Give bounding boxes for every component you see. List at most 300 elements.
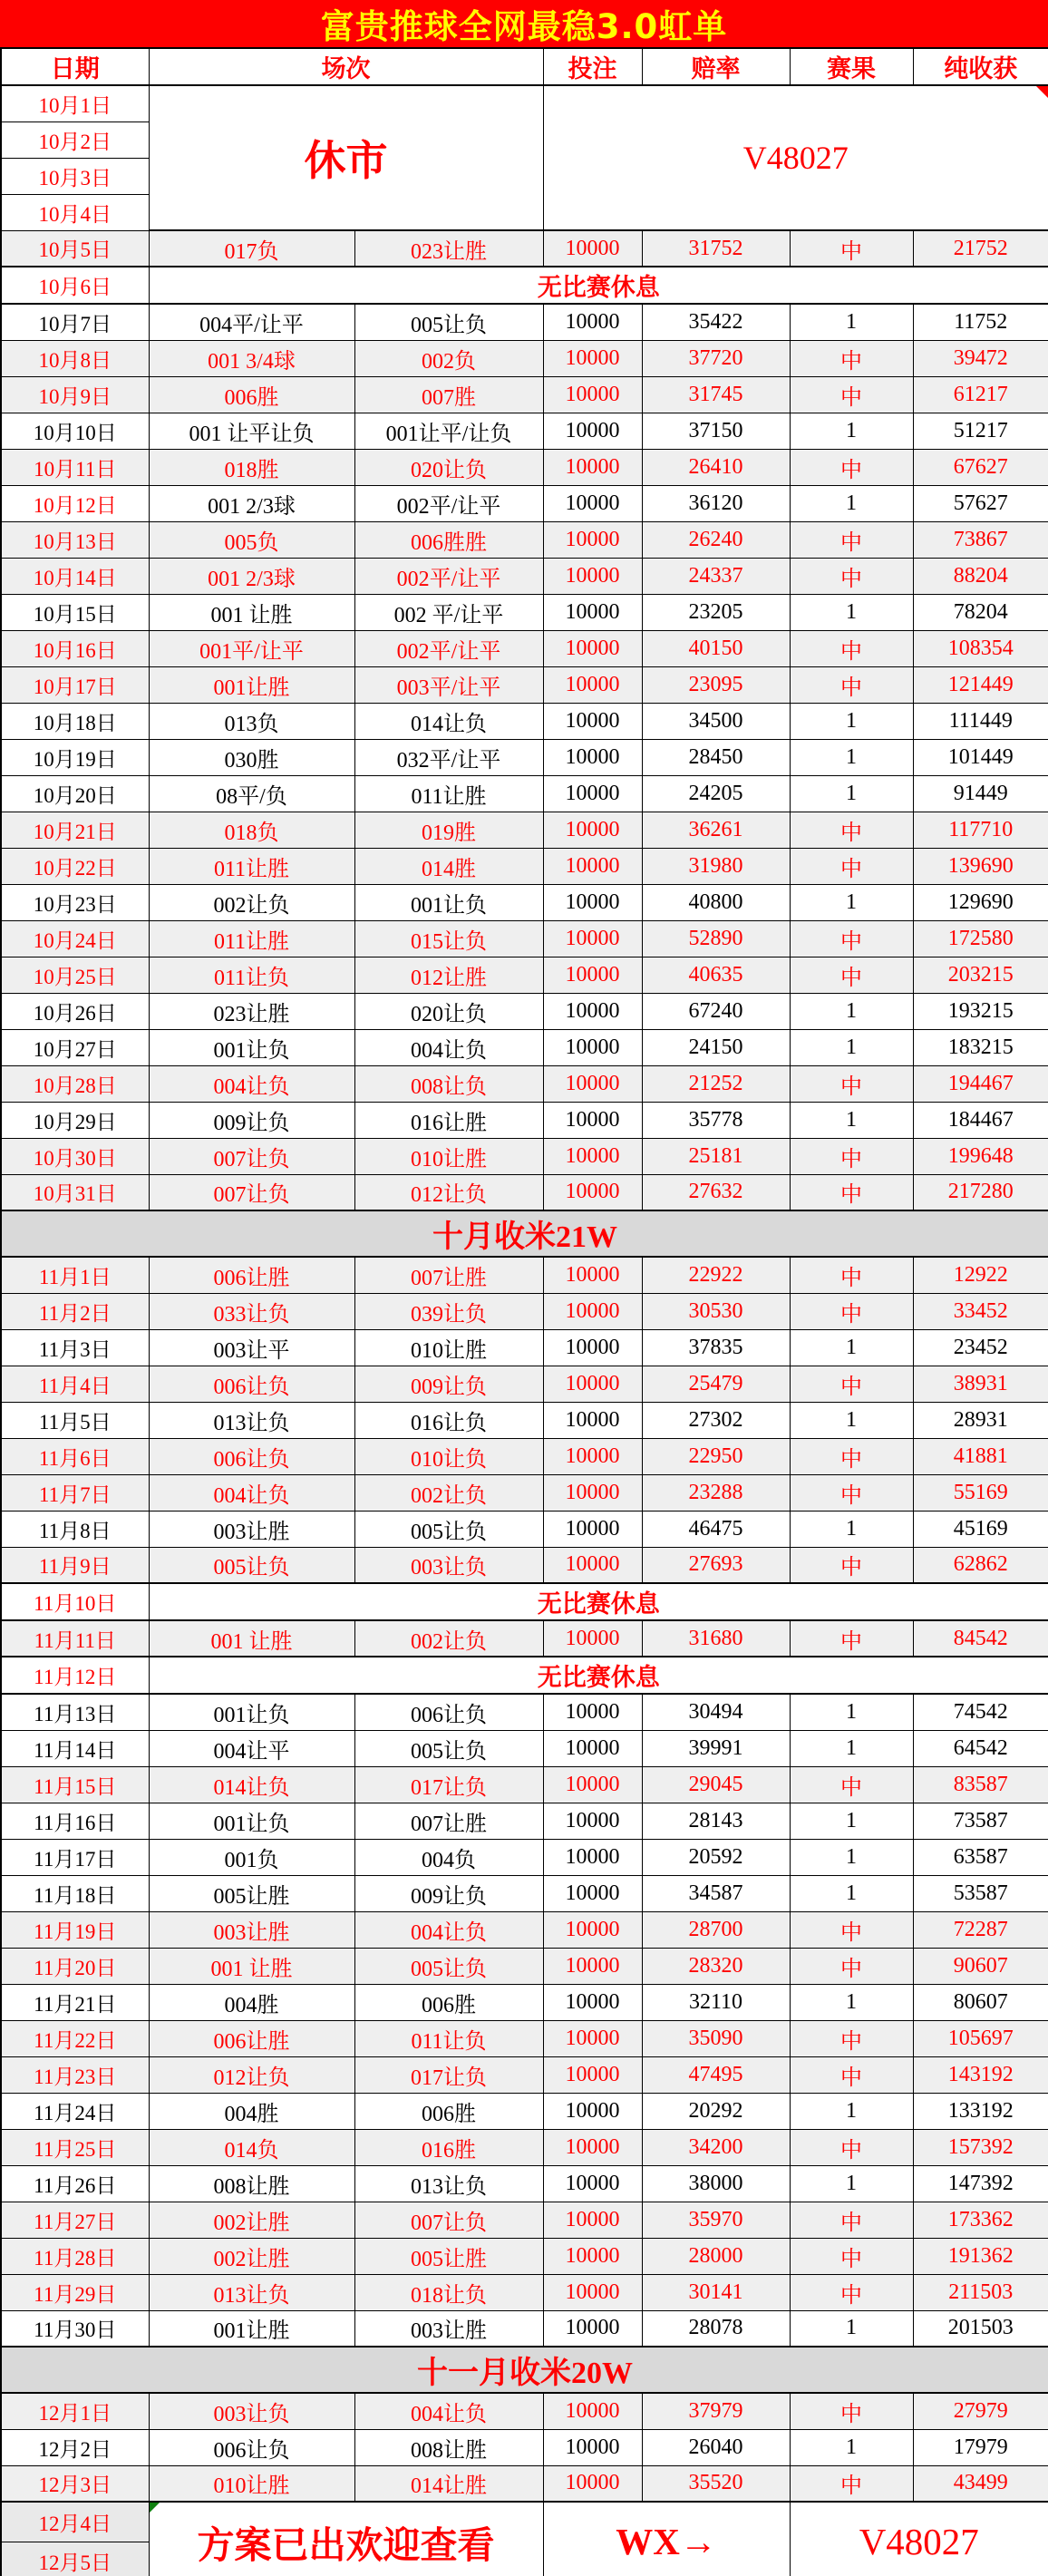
result-cell: 1 <box>790 993 913 1029</box>
col-header-match: 场次 <box>149 48 543 85</box>
bet1-cell: 004让负 <box>149 1474 354 1511</box>
bet2-cell: 017让负 <box>354 2056 543 2093</box>
table-row <box>1 1029 1048 1065</box>
bet1-cell: 011让负 <box>149 957 354 993</box>
stake-cell: 10000 <box>543 1438 642 1474</box>
odds-cell: 35970 <box>642 2202 790 2238</box>
bet2-cell: 002平/让平 <box>354 630 543 666</box>
bet2-cell: 005让负 <box>354 1730 543 1766</box>
bet1-cell: 003让胜 <box>149 1511 354 1547</box>
rest-day-cell: 无比赛休息 <box>149 1583 1048 1620</box>
profit-cell: 84542 <box>913 1620 1048 1657</box>
table-row <box>1 2393 1048 2429</box>
stake-cell: 10000 <box>543 1803 642 1839</box>
stake-cell: 10000 <box>543 1293 642 1329</box>
table-row <box>1 1102 1048 1138</box>
result-cell: 中 <box>790 2129 913 2165</box>
bet2-cell: 006胜胜 <box>354 521 543 558</box>
bet2-cell: 005让负 <box>354 304 543 340</box>
date-cell: 11月30日 <box>1 2310 149 2347</box>
odds-cell: 52890 <box>642 920 790 957</box>
result-cell: 1 <box>790 1511 913 1547</box>
result-cell: 1 <box>790 2429 913 2465</box>
date-cell: 10月30日 <box>1 1138 149 1174</box>
result-cell: 1 <box>790 1984 913 2020</box>
bet2-cell: 016让负 <box>354 1402 543 1438</box>
stake-cell: 10000 <box>543 413 642 449</box>
bet2-cell: 010让负 <box>354 1438 543 1474</box>
date-cell: 11月4日 <box>1 1366 149 1402</box>
table-row-rest <box>1 267 1048 304</box>
bet2-cell: 016让胜 <box>354 1102 543 1138</box>
odds-cell: 40150 <box>642 630 790 666</box>
result-cell: 1 <box>790 413 913 449</box>
stake-cell: 10000 <box>543 2274 642 2310</box>
stake-cell: 10000 <box>543 1257 642 1293</box>
bet2-cell: 016胜 <box>354 2129 543 2165</box>
stake-cell: 10000 <box>543 812 642 848</box>
bet1-cell: 001 2/3球 <box>149 485 354 521</box>
stake-cell: 10000 <box>543 230 642 267</box>
plan-notice-cell <box>149 2502 543 2576</box>
bet1-cell: 001 让胜 <box>149 594 354 630</box>
result-cell: 1 <box>790 1102 913 1138</box>
odds-cell: 22950 <box>642 1438 790 1474</box>
profit-cell: 62862 <box>913 1547 1048 1583</box>
bet2-cell: 008让负 <box>354 1065 543 1102</box>
bet1-cell: 004胜 <box>149 1984 354 2020</box>
profit-cell: 139690 <box>913 848 1048 884</box>
profit-cell: 173362 <box>913 2202 1048 2238</box>
bet1-cell: 001让胜 <box>149 2310 354 2347</box>
odds-cell: 26240 <box>642 521 790 558</box>
result-cell: 中 <box>790 1065 913 1102</box>
bet1-cell: 009让负 <box>149 1102 354 1138</box>
market-closed-cell: 休市 <box>149 85 543 230</box>
bet1-cell: 003让平 <box>149 1329 354 1366</box>
table-row <box>1 1984 1048 2020</box>
profit-cell: 117710 <box>913 812 1048 848</box>
stake-cell: 10000 <box>543 2129 642 2165</box>
result-cell: 1 <box>790 304 913 340</box>
odds-cell: 27632 <box>642 1174 790 1210</box>
odds-cell: 24150 <box>642 1029 790 1065</box>
bet1-cell: 002让胜 <box>149 2238 354 2274</box>
result-cell: 中 <box>790 666 913 703</box>
odds-cell: 22922 <box>642 1257 790 1293</box>
result-cell: 中 <box>790 1366 913 1402</box>
profit-cell: 12922 <box>913 1257 1048 1293</box>
date-cell: 11月16日 <box>1 1803 149 1839</box>
header-row <box>1 48 1048 85</box>
profit-cell: 45169 <box>913 1511 1048 1547</box>
date-cell: 11月13日 <box>1 1694 149 1730</box>
stake-cell: 10000 <box>543 1911 642 1948</box>
stake-cell: 10000 <box>543 2393 642 2429</box>
odds-cell: 20592 <box>642 1839 790 1875</box>
date-cell: 10月2日 <box>1 122 149 158</box>
profit-cell: 184467 <box>913 1102 1048 1138</box>
bet2-cell: 011让负 <box>354 2020 543 2056</box>
bet1-cell: 018胜 <box>149 449 354 485</box>
bet2-cell: 006让负 <box>354 1694 543 1730</box>
profit-cell: 133192 <box>913 2093 1048 2129</box>
odds-cell: 28143 <box>642 1803 790 1839</box>
rest-day-cell: 无比赛休息 <box>149 1657 1048 1694</box>
table-body <box>1 85 1048 2576</box>
date-cell: 10月29日 <box>1 1102 149 1138</box>
stake-cell: 10000 <box>543 993 642 1029</box>
date-cell: 11月8日 <box>1 1511 149 1547</box>
date-cell: 11月22日 <box>1 2020 149 2056</box>
col-header-date: 日期 <box>1 48 149 85</box>
date-cell: 10月22日 <box>1 848 149 884</box>
bet1-cell: 005让胜 <box>149 1875 354 1911</box>
bet1-cell: 010让胜 <box>149 2465 354 2502</box>
odds-cell: 38000 <box>642 2165 790 2202</box>
bet1-cell: 001 3/4球 <box>149 340 354 376</box>
bet1-cell: 001负 <box>149 1839 354 1875</box>
col-header-profit: 纯收获 <box>913 48 1048 85</box>
table-row <box>1 1257 1048 1293</box>
bet1-cell: 001 2/3球 <box>149 558 354 594</box>
result-cell: 中 <box>790 1293 913 1329</box>
stake-cell: 10000 <box>543 1730 642 1766</box>
bet1-cell: 08平/负 <box>149 775 354 812</box>
result-cell: 中 <box>790 230 913 267</box>
odds-cell: 36261 <box>642 812 790 848</box>
bet2-cell: 014胜 <box>354 848 543 884</box>
date-cell: 11月3日 <box>1 1329 149 1366</box>
bet1-cell: 002让胜 <box>149 2202 354 2238</box>
bet1-cell: 018负 <box>149 812 354 848</box>
odds-cell: 40635 <box>642 957 790 993</box>
profit-cell: 172580 <box>913 920 1048 957</box>
date-cell: 11月10日 <box>1 1583 149 1620</box>
bet2-cell: 007让胜 <box>354 1257 543 1293</box>
table-row-rest <box>1 1657 1048 1694</box>
bet2-cell: 018让负 <box>354 2274 543 2310</box>
date-cell: 10月8日 <box>1 340 149 376</box>
stake-cell: 10000 <box>543 957 642 993</box>
result-cell: 中 <box>790 812 913 848</box>
date-cell: 12月5日 <box>1 2542 149 2576</box>
stake-cell: 10000 <box>543 485 642 521</box>
result-cell: 1 <box>790 2310 913 2347</box>
table-row <box>1 85 1048 122</box>
result-cell: 1 <box>790 594 913 630</box>
bet1-cell: 004让负 <box>149 1065 354 1102</box>
result-cell: 中 <box>790 1174 913 1210</box>
bet1-cell: 001 让胜 <box>149 1948 354 1984</box>
odds-cell: 30494 <box>642 1694 790 1730</box>
stake-cell: 10000 <box>543 304 642 340</box>
bet2-cell: 006胜 <box>354 1984 543 2020</box>
profit-cell: 101449 <box>913 739 1048 775</box>
table-row <box>1 2429 1048 2465</box>
bet1-cell: 006让负 <box>149 1366 354 1402</box>
col-header-stake: 投注 <box>543 48 642 85</box>
col-header-result: 赛果 <box>790 48 913 85</box>
bet2-cell: 007胜 <box>354 376 543 413</box>
page-title: 富贵推球全网最稳3.0虹单 <box>320 7 728 46</box>
date-cell: 11月21日 <box>1 1984 149 2020</box>
date-cell: 10月28日 <box>1 1065 149 1102</box>
stake-cell: 10000 <box>543 340 642 376</box>
table-row <box>1 2202 1048 2238</box>
bet1-cell: 003让负 <box>149 2393 354 2429</box>
bet1-cell: 005让负 <box>149 1547 354 1583</box>
stake-cell: 10000 <box>543 1766 642 1803</box>
bet2-cell: 012让胜 <box>354 957 543 993</box>
profit-cell: 11752 <box>913 304 1048 340</box>
table-row <box>1 449 1048 485</box>
date-cell: 11月5日 <box>1 1402 149 1438</box>
profit-cell: 61217 <box>913 376 1048 413</box>
odds-cell: 34587 <box>642 1875 790 1911</box>
date-cell: 11月11日 <box>1 1620 149 1657</box>
odds-cell: 40800 <box>642 884 790 920</box>
table-row <box>1 1803 1048 1839</box>
stake-cell: 10000 <box>543 1329 642 1366</box>
table-row <box>1 558 1048 594</box>
date-cell: 11月19日 <box>1 1911 149 1948</box>
table-row <box>1 376 1048 413</box>
profit-cell: 121449 <box>913 666 1048 703</box>
date-cell: 11月12日 <box>1 1657 149 1694</box>
date-cell: 10月31日 <box>1 1174 149 1210</box>
stake-cell: 10000 <box>543 1984 642 2020</box>
date-cell: 10月18日 <box>1 703 149 739</box>
bet1-cell: 017负 <box>149 230 354 267</box>
stake-cell: 10000 <box>543 1875 642 1911</box>
date-cell: 10月7日 <box>1 304 149 340</box>
profit-cell: 194467 <box>913 1065 1048 1102</box>
result-cell: 1 <box>790 1839 913 1875</box>
contact-id-text: V48027 <box>742 140 849 176</box>
bet2-cell: 003让负 <box>354 1547 543 1583</box>
odds-cell: 28320 <box>642 1948 790 1984</box>
date-cell: 10月11日 <box>1 449 149 485</box>
table-row <box>1 2310 1048 2347</box>
profit-cell: 201503 <box>913 2310 1048 2347</box>
profit-cell: 129690 <box>913 884 1048 920</box>
stake-cell: 10000 <box>543 1102 642 1138</box>
bet2-cell: 013让负 <box>354 2165 543 2202</box>
table-row <box>1 812 1048 848</box>
date-cell: 10月23日 <box>1 884 149 920</box>
table-row <box>1 304 1048 340</box>
stake-cell: 10000 <box>543 449 642 485</box>
date-cell: 11月2日 <box>1 1293 149 1329</box>
bet1-cell: 012让负 <box>149 2056 354 2093</box>
table-row <box>1 413 1048 449</box>
bet1-cell: 014负 <box>149 2129 354 2165</box>
bet1-cell: 003让胜 <box>149 1911 354 1948</box>
bet1-cell: 006胜 <box>149 376 354 413</box>
table-row <box>1 1766 1048 1803</box>
date-cell: 11月18日 <box>1 1875 149 1911</box>
odds-cell: 24205 <box>642 775 790 812</box>
bet2-cell: 023让胜 <box>354 230 543 267</box>
stake-cell: 10000 <box>543 1065 642 1102</box>
profit-cell: 21752 <box>913 230 1048 267</box>
bet2-cell: 014让胜 <box>354 2465 543 2502</box>
bet1-cell: 001 让胜 <box>149 1620 354 1657</box>
profit-cell: 203215 <box>913 957 1048 993</box>
odds-cell: 23205 <box>642 594 790 630</box>
profit-cell: 191362 <box>913 2238 1048 2274</box>
stake-cell: 10000 <box>543 1402 642 1438</box>
result-cell: 中 <box>790 2393 913 2429</box>
stake-cell: 10000 <box>543 1174 642 1210</box>
table-row <box>1 775 1048 812</box>
date-cell: 10月16日 <box>1 630 149 666</box>
table-row <box>1 1948 1048 1984</box>
odds-cell: 46475 <box>642 1511 790 1547</box>
stake-cell: 10000 <box>543 1029 642 1065</box>
bet1-cell: 006让负 <box>149 2429 354 2465</box>
date-cell: 11月15日 <box>1 1766 149 1803</box>
table-row <box>1 848 1048 884</box>
stake-cell: 10000 <box>543 739 642 775</box>
table-row-month-summary <box>1 2347 1048 2393</box>
table-row <box>1 1438 1048 1474</box>
odds-cell: 34500 <box>642 703 790 739</box>
date-cell: 10月19日 <box>1 739 149 775</box>
profit-cell: 73587 <box>913 1803 1048 1839</box>
result-cell: 1 <box>790 1875 913 1911</box>
date-cell: 10月10日 <box>1 413 149 449</box>
profit-cell: 80607 <box>913 1984 1048 2020</box>
bet2-cell: 002平/让平 <box>354 558 543 594</box>
date-cell: 12月4日 <box>1 2502 149 2542</box>
odds-cell: 23095 <box>642 666 790 703</box>
profit-cell: 23452 <box>913 1329 1048 1366</box>
odds-cell: 30141 <box>642 2274 790 2310</box>
odds-cell: 27302 <box>642 1402 790 1438</box>
bet2-cell: 032平/让平 <box>354 739 543 775</box>
bet2-cell: 009让负 <box>354 1875 543 1911</box>
result-cell: 中 <box>790 2238 913 2274</box>
table-row <box>1 1293 1048 1329</box>
stake-cell: 10000 <box>543 2202 642 2238</box>
stake-cell: 10000 <box>543 1694 642 1730</box>
profit-cell: 108354 <box>913 630 1048 666</box>
bet1-cell: 006让负 <box>149 1438 354 1474</box>
result-cell: 中 <box>790 558 913 594</box>
bet2-cell: 004让负 <box>354 1911 543 1948</box>
odds-cell: 31980 <box>642 848 790 884</box>
stake-cell: 10000 <box>543 884 642 920</box>
table-row <box>1 1839 1048 1875</box>
bet1-cell: 004平/让平 <box>149 304 354 340</box>
stake-cell: 10000 <box>543 2056 642 2093</box>
bet1-cell: 006让胜 <box>149 1257 354 1293</box>
bet1-cell: 001平/让平 <box>149 630 354 666</box>
bet1-cell: 001让负 <box>149 1029 354 1065</box>
date-cell: 12月1日 <box>1 2393 149 2429</box>
odds-cell: 35090 <box>642 2020 790 2056</box>
bet1-cell: 013负 <box>149 703 354 739</box>
result-cell: 中 <box>790 1766 913 1803</box>
table-row <box>1 1694 1048 1730</box>
odds-cell: 25479 <box>642 1366 790 1402</box>
table-row <box>1 340 1048 376</box>
bet2-cell: 006胜 <box>354 2093 543 2129</box>
table-row <box>1 1730 1048 1766</box>
profit-cell: 17979 <box>913 2429 1048 2465</box>
table-row <box>1 1911 1048 1948</box>
bet2-cell: 015让负 <box>354 920 543 957</box>
odds-cell: 26410 <box>642 449 790 485</box>
month-summary-cell: 十月收米21W <box>1 1210 1048 1257</box>
bet2-cell: 010让胜 <box>354 1138 543 1174</box>
odds-cell: 25181 <box>642 1138 790 1174</box>
date-cell: 10月12日 <box>1 485 149 521</box>
result-cell: 中 <box>790 1257 913 1293</box>
bet2-cell: 012让负 <box>354 1174 543 1210</box>
stake-cell: 10000 <box>543 376 642 413</box>
odds-cell: 37720 <box>642 340 790 376</box>
profit-cell: 51217 <box>913 413 1048 449</box>
table-row <box>1 594 1048 630</box>
result-cell: 中 <box>790 848 913 884</box>
title-bar <box>0 0 1048 47</box>
bet1-cell: 011让胜 <box>149 848 354 884</box>
odds-cell: 32110 <box>642 1984 790 2020</box>
table-row <box>1 884 1048 920</box>
profit-cell: 78204 <box>913 594 1048 630</box>
odds-cell: 28000 <box>642 2238 790 2274</box>
result-cell: 中 <box>790 521 913 558</box>
odds-cell: 31752 <box>642 230 790 267</box>
profit-cell: 55169 <box>913 1474 1048 1511</box>
odds-cell: 37835 <box>642 1329 790 1366</box>
table-row <box>1 920 1048 957</box>
result-cell: 中 <box>790 1948 913 1984</box>
record-table <box>0 47 1048 2576</box>
odds-cell: 47495 <box>642 2056 790 2093</box>
stake-cell: 10000 <box>543 1366 642 1402</box>
odds-cell: 30530 <box>642 1293 790 1329</box>
result-cell: 1 <box>790 485 913 521</box>
stake-cell: 10000 <box>543 920 642 957</box>
bet2-cell: 004让负 <box>354 2393 543 2429</box>
col-header-odds: 赔率 <box>642 48 790 85</box>
date-cell: 11月20日 <box>1 1948 149 1984</box>
date-cell: 11月14日 <box>1 1730 149 1766</box>
odds-cell: 39991 <box>642 1730 790 1766</box>
result-cell: 1 <box>790 1402 913 1438</box>
table-row <box>1 2093 1048 2129</box>
date-cell: 11月25日 <box>1 2129 149 2165</box>
date-cell: 10月21日 <box>1 812 149 848</box>
table-row <box>1 485 1048 521</box>
date-cell: 11月9日 <box>1 1547 149 1583</box>
result-cell: 中 <box>790 340 913 376</box>
table-row <box>1 1402 1048 1438</box>
profit-cell: 193215 <box>913 993 1048 1029</box>
table-row <box>1 630 1048 666</box>
table-row <box>1 521 1048 558</box>
bet1-cell: 004胜 <box>149 2093 354 2129</box>
bet1-cell: 013让负 <box>149 2274 354 2310</box>
odds-cell: 24337 <box>642 558 790 594</box>
result-cell: 中 <box>790 2056 913 2093</box>
result-cell: 中 <box>790 1474 913 1511</box>
date-cell: 12月2日 <box>1 2429 149 2465</box>
